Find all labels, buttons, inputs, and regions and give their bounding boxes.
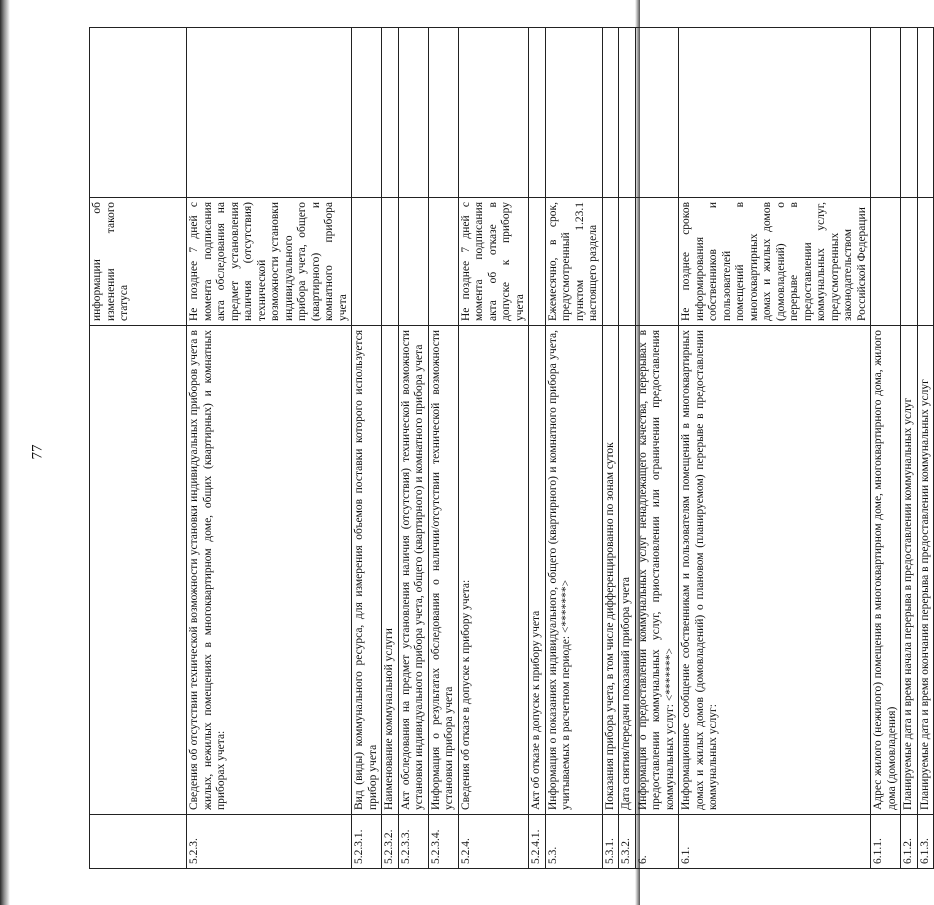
row-deadline-cell [917, 198, 934, 326]
row-number-cell: 5.2.3.2. [382, 815, 399, 869]
row-description-cell: Вид (виды) коммунального ресурса, для измерения объемов поставки которого используется прибор учета [352, 326, 382, 815]
table-row [679, 28, 871, 869]
row-number-cell: 5.2.3.3. [398, 815, 428, 869]
row-number-cell [90, 815, 187, 869]
row-description-cell [90, 326, 187, 815]
row-number-cell: 6.1.3. [917, 815, 934, 869]
row-deadline-cell: Ежемесячно, в срок, предусмотренный пунктом 1.23.1 настоящего раздела [545, 198, 602, 326]
row-description-cell: Планируемые дата и время начала перерыва в предоставлении коммунальных услуг [901, 326, 918, 815]
row-empty-cell [382, 28, 399, 198]
table-row [458, 28, 529, 869]
row-empty-cell [529, 28, 546, 198]
table-row [529, 28, 546, 869]
row-empty-cell [428, 28, 458, 198]
row-number-cell: 5.3.1. [602, 815, 619, 869]
row-deadline-cell [635, 198, 679, 326]
row-description-cell: Планируемые дата и время окончания перерыва в предоставлении коммунальных услуг [917, 326, 934, 815]
row-description-cell: Акт об отказе в допуске к прибору учета [529, 326, 546, 815]
row-empty-cell [871, 28, 901, 198]
table-row [545, 28, 602, 869]
row-description-cell: Сведения об отсутствии технической возможности установки индивидуальных приборов учета в жилых, нежилых помещениях в многоквартирном доме, общих (квартирных) и комнатных приборах учета: [187, 326, 352, 815]
rotated-page-area [89, 28, 931, 869]
table-row [901, 28, 918, 869]
row-description-cell: Сведения об отказе в допуске к прибору учета: [458, 326, 529, 815]
row-deadline-cell [529, 198, 546, 326]
table-row [917, 28, 934, 869]
row-empty-cell [90, 28, 187, 198]
row-description-cell: Информация о результатах обследования о наличии/отсутствии технической возможности установки прибора учета [428, 326, 458, 815]
row-deadline-cell: информации об изменении такого статуса [90, 198, 187, 326]
row-number-cell: 6.1.2. [901, 815, 918, 869]
row-empty-cell [917, 28, 934, 198]
row-number-cell: 5.3.2. [619, 815, 636, 869]
table-row [352, 28, 382, 869]
row-description-cell: Дата снятия/передачи показаний прибора учета [619, 326, 636, 815]
row-empty-cell [352, 28, 382, 198]
row-number-cell: 5.2.3. [187, 815, 352, 869]
row-empty-cell [458, 28, 529, 198]
row-number-cell: 5.2.3.4. [428, 815, 458, 869]
row-description-cell: Информация о предоставлении коммунальных услуг ненадлежащего качества, перерывах в предоставлении коммунальных услуг, приостановлении или ограничении предоставления коммунальных услуг: <*******> [635, 326, 679, 815]
table-row [187, 28, 352, 869]
row-description-cell: Акт обследования на предмет установления наличия (отсутствия) технической возможности установки индивидуального прибора учета, общего (квартирного) и комнатного прибора учета [398, 326, 428, 815]
table-row [90, 28, 187, 869]
row-deadline-cell: Не позднее 7 дней с момента подписания акта обследования на предмет установления наличия (отсутствия) технической возможности установки индивидуального прибора учета, общего (квартирного) и комнатного прибора учета [187, 198, 352, 326]
table-row [382, 28, 399, 869]
row-description-cell: Информационное сообщение собственникам и пользователям помещений в многоквартирных домах и жилых домов (домовладений) о плановом (планируемом) перерыве в предоставлении коммунальных услуг: [679, 326, 871, 815]
row-deadline-cell [398, 198, 428, 326]
row-description-cell: Показания прибора учета, в том числе дифференцированно по зонам суток [602, 326, 619, 815]
table-row [428, 28, 458, 869]
row-empty-cell [187, 28, 352, 198]
row-empty-cell [679, 28, 871, 198]
row-deadline-cell [382, 198, 399, 326]
row-deadline-cell: Не позднее 7 дней с момента подписания акта об отказе в допуске к прибору учета [458, 198, 529, 326]
table-row [871, 28, 901, 869]
row-deadline-cell [428, 198, 458, 326]
row-number-cell: 5.2.3.1. [352, 815, 382, 869]
row-empty-cell [398, 28, 428, 198]
table-row [398, 28, 428, 869]
row-deadline-cell [602, 198, 619, 326]
table-row [619, 28, 636, 869]
table-row [602, 28, 619, 869]
row-number-cell: 6.1. [679, 815, 871, 869]
row-number-cell: 5.2.4. [458, 815, 529, 869]
row-description-cell: Информация о показаниях индивидуального, общего (квартирного) и комнатного прибора учета, учитываемых в расчетном периоде: <*******> [545, 326, 602, 815]
row-empty-cell [545, 28, 602, 198]
row-deadline-cell [901, 198, 918, 326]
page-number: 77 [29, 444, 46, 460]
scan-edge-left [0, 0, 10, 905]
row-empty-cell [602, 28, 619, 198]
row-empty-cell [619, 28, 636, 198]
row-description-cell: Наименование коммунальной услуги [382, 326, 399, 815]
row-number-cell: 6. [635, 815, 679, 869]
row-deadline-cell [619, 198, 636, 326]
row-deadline-cell [871, 198, 901, 326]
row-number-cell: 6.1.1. [871, 815, 901, 869]
row-number-cell: 5.2.4.1. [529, 815, 546, 869]
row-deadline-cell: Не позднее сроков информирования собственников и пользователей помещений в многоквартирных домах и жилых домов (домовладений) о перерыве в предоставлении коммунальных услуг, предусмотренных законодательством Российской Федерации [679, 198, 871, 326]
row-empty-cell [901, 28, 918, 198]
row-empty-cell [635, 28, 679, 198]
requirements-table [89, 27, 934, 869]
row-deadline-cell [352, 198, 382, 326]
row-number-cell: 5.3. [545, 815, 602, 869]
row-description-cell: Адрес жилого (нежилого) помещения в многоквартирном доме, многоквартирного дома, жилого дома (домовладения) [871, 326, 901, 815]
table-row [635, 28, 679, 869]
